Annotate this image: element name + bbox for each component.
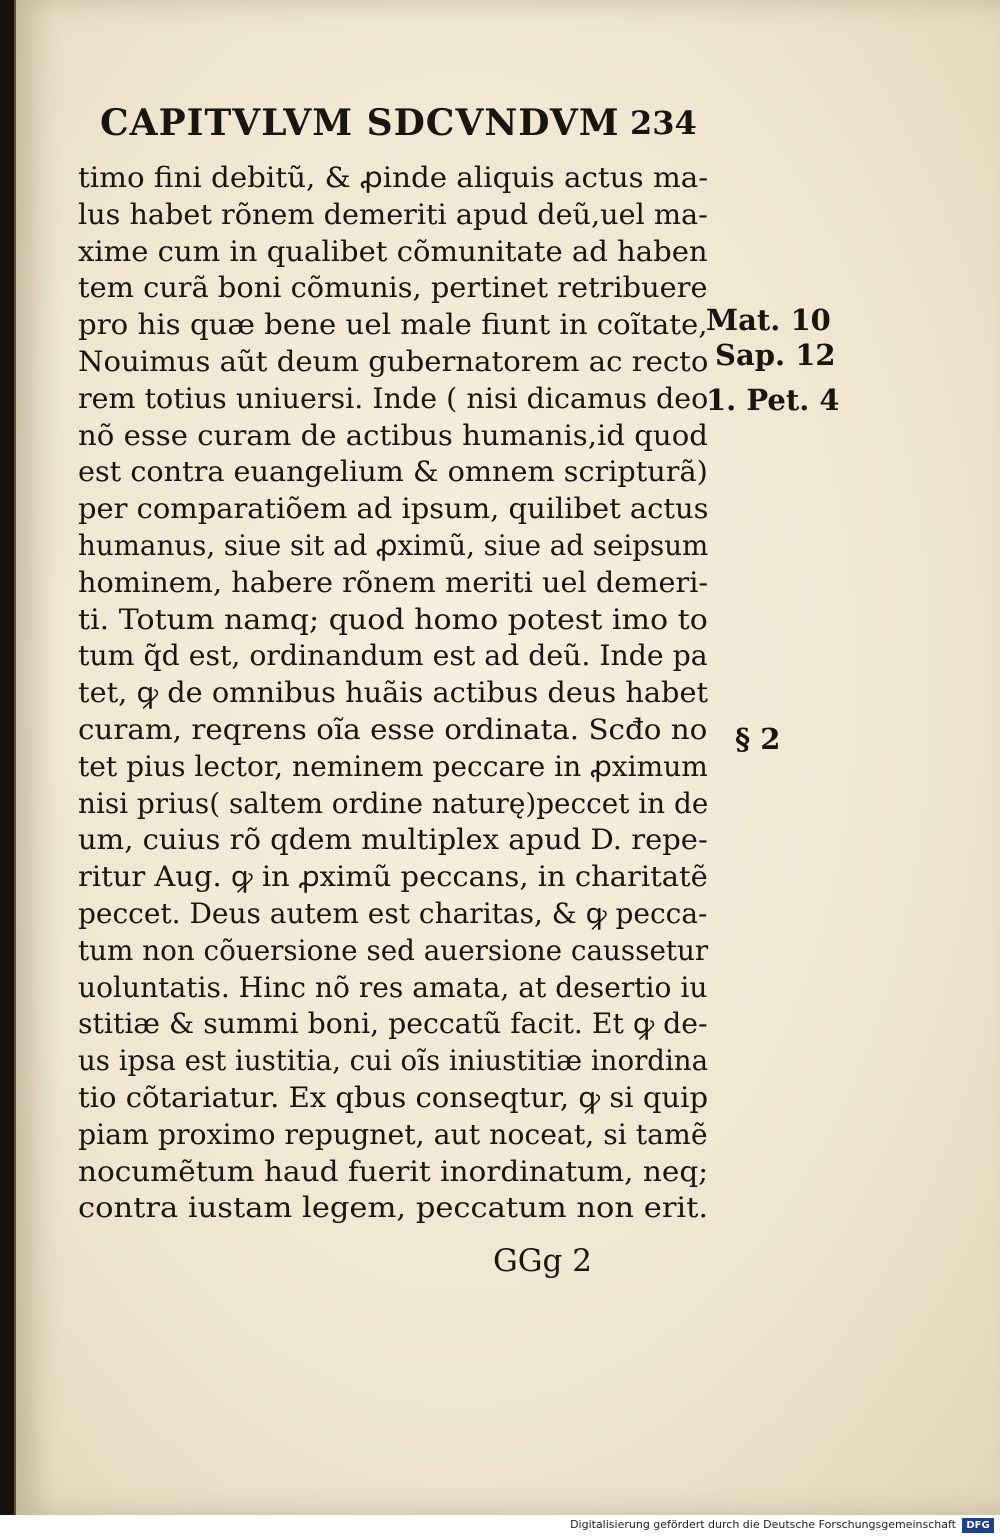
text-line: hominem, habere rõnem meriti uel demeri- [78, 565, 709, 599]
text-line: tio cõtariatur. Ex qbus conseqtur, ꝙ si quip [78, 1080, 709, 1114]
margin-note-sap: Sap. 12 [715, 338, 836, 372]
dfg-logo-icon: DFG [962, 1518, 994, 1533]
text-line: tum q̃d est, ordinandum est ad deũ. Inde pa [78, 639, 708, 673]
text-line: tet, ꝙ de omnibus huãis actibus deus habet [78, 676, 709, 710]
text-line: pro his quæ bene uel male fiunt in coĩtate, [78, 308, 708, 342]
text-line: xime cum in qualibet cõmunitate ad haben [78, 234, 708, 268]
text-line: piam proximo repugnet, aut noceat, si tamẽ [78, 1117, 708, 1151]
margin-note-mat: Mat. 10 [706, 303, 831, 337]
text-line: humanus, siue sit ad ꝓximũ, siue ad seipsum [78, 528, 709, 562]
footer-strip [0, 1515, 1000, 1537]
text-line: nisi prius( saltem ordine naturę)peccet in de [78, 786, 709, 820]
text-line: curam, reqrens oĩa esse ordinata. Scđo no [78, 712, 708, 746]
running-head: CAPITVLVM SDCVNDVM [100, 102, 620, 144]
page-header [100, 102, 700, 152]
text-line: tem curã boni cõmunis, pertinet retribuere [78, 271, 708, 305]
text-line: uoluntatis. Hinc nõ res amata, at desertio iu [78, 970, 708, 1004]
page-number: 234 [630, 104, 697, 142]
margin-note-pet: 1. Pet. 4 [706, 383, 840, 417]
text-line: ritur Aug. ꝙ in ꝓximũ peccans, in charitatẽ [78, 860, 708, 894]
text-line: Nouimus aũt deum gubernatorem ac recto [78, 344, 709, 378]
body-text [78, 160, 708, 1227]
text-line: per comparatiõem ad ipsum, quilibet actus [78, 492, 709, 526]
text-line: peccet. Deus autem est charitas, & ꝙ pecca- [78, 896, 708, 930]
funding-credit: Digitalisierung gefördert durch die Deutsche Forschungsgemeinschaft [570, 1518, 956, 1531]
text-line: stitiæ & summi boni, peccatũ facit. Et ꝙ de- [78, 1007, 708, 1041]
signature-mark: GGg 2 [493, 1243, 592, 1279]
text-line: ti. Totum namq; quod homo potest imo to [78, 602, 708, 636]
text-line: nocumẽtum haud fuerit inordinatum, neq; [78, 1154, 709, 1188]
text-line: timo fini debitũ, & ꝓinde aliquis actus ma- [78, 161, 709, 194]
text-line: um, cuius rõ qdem multiplex apud D. repe- [78, 823, 708, 857]
text-line: nõ esse curam de actibus humanis,id quod [78, 418, 708, 452]
text-line: lus habet rõnem demeriti apud deũ,uel ma- [78, 197, 708, 231]
text-line: tum non cõuersione sed auersione caussetur [78, 933, 709, 967]
text-line: contra iustam legem, peccatum non erit. [78, 1191, 709, 1225]
section-mark: § 2 [735, 722, 781, 756]
text-line: rem totius uniuersi. Inde ( nisi dicamus deo [78, 381, 709, 415]
text-line: est contra euangelium & omnem scripturã) [78, 455, 708, 489]
text-line: us ipsa est iustitia, cui oĩs iniustitiæ inordina [78, 1044, 709, 1078]
text-line: tet pius lector, neminem peccare in ꝓximum [78, 749, 708, 783]
